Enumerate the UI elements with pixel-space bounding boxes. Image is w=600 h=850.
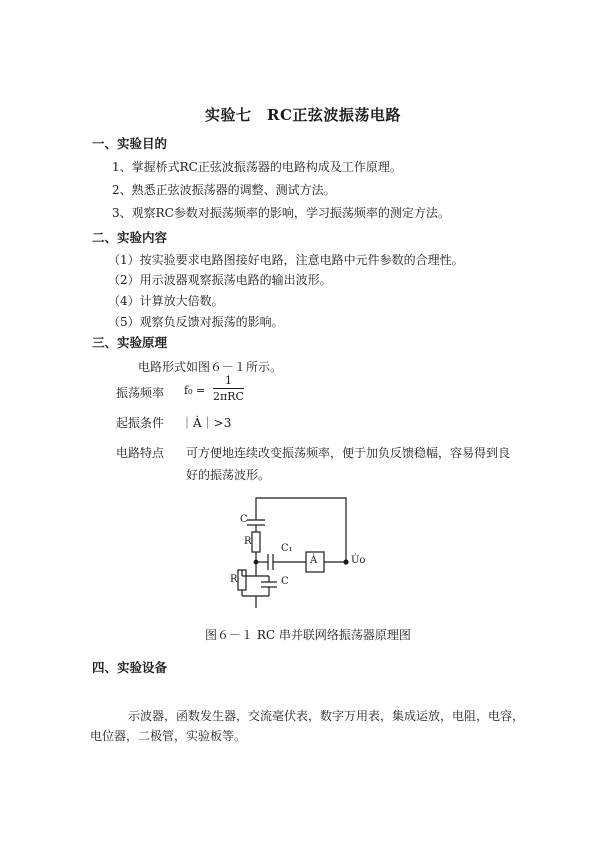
objective-item-2: 2、熟悉正弦波振荡器的调整、测试方法。: [112, 183, 336, 197]
objective-item-3: 3、观察RC参数对振荡频率的影响，学习振荡频率的测定方法。: [112, 206, 450, 220]
label-r-top: R: [244, 536, 252, 547]
label-c-top: C: [240, 514, 248, 525]
resistor-bottom-body: [238, 570, 246, 590]
freq-fraction: [213, 374, 244, 403]
label-c1: C₁: [281, 543, 293, 554]
content-item-1: （1）按实验要求电路图接好电路，注意电路中元件参数的合理性。: [108, 253, 464, 267]
freq-numerator: 1: [213, 374, 244, 389]
section-heading-principle: 三、实验原理: [92, 335, 168, 350]
feedback-wire: [256, 498, 346, 562]
feature-text-line2: 好的振荡波形。: [186, 468, 271, 482]
content-item-5: （5）观察负反馈对振荡的影响。: [108, 315, 284, 329]
equipment-line2: 电位器，二极管，实验板等。: [90, 729, 247, 743]
resistor-top-body: [252, 532, 260, 552]
freq-label: 振荡频率: [116, 386, 165, 400]
cond-label: 起振条件: [116, 416, 165, 430]
label-amplifier: Ȧ: [310, 555, 318, 566]
page-title: 实验七 RC正弦波振荡电路: [205, 106, 401, 124]
figure-caption: 图６－１ RC 串并联网络振荡器原理图: [205, 628, 411, 642]
label-output: U̇o: [351, 555, 366, 566]
feature-label: 电路特点: [116, 446, 165, 460]
content-item-2: （2）用示波器观察振荡电路的输出波形。: [108, 273, 332, 287]
freq-lhs: f₀ =: [184, 384, 206, 397]
freq-denominator: 2πRC: [213, 390, 244, 403]
content-item-4: （4）计算放大倍数。: [108, 294, 224, 308]
principle-intro: 电路形式如图６－１所示。: [138, 360, 283, 374]
junction-node: [254, 560, 258, 564]
output-node: [344, 560, 348, 564]
label-c-bottom: C: [281, 576, 289, 587]
objective-item-1: 1、掌握桥式RC正弦波振荡器的电路构成及工作原理。: [112, 160, 402, 174]
equipment-line1: 示波器，函数发生器，交流毫伏表，数字万用表，集成运放，电阻，电容，: [128, 709, 525, 723]
section-heading-equipment: 四、实验设备: [92, 660, 168, 675]
section-heading-objectives: 一、实验目的: [92, 136, 168, 151]
feature-text-line1: 可方便地连续改变振荡频率，便于加负反馈稳幅，容易得到良: [186, 446, 511, 460]
cond-expression: ｜Ȧ｜>3: [181, 416, 232, 430]
section-heading-content: 二、实验内容: [92, 230, 168, 245]
label-r-bottom: R: [230, 574, 238, 585]
